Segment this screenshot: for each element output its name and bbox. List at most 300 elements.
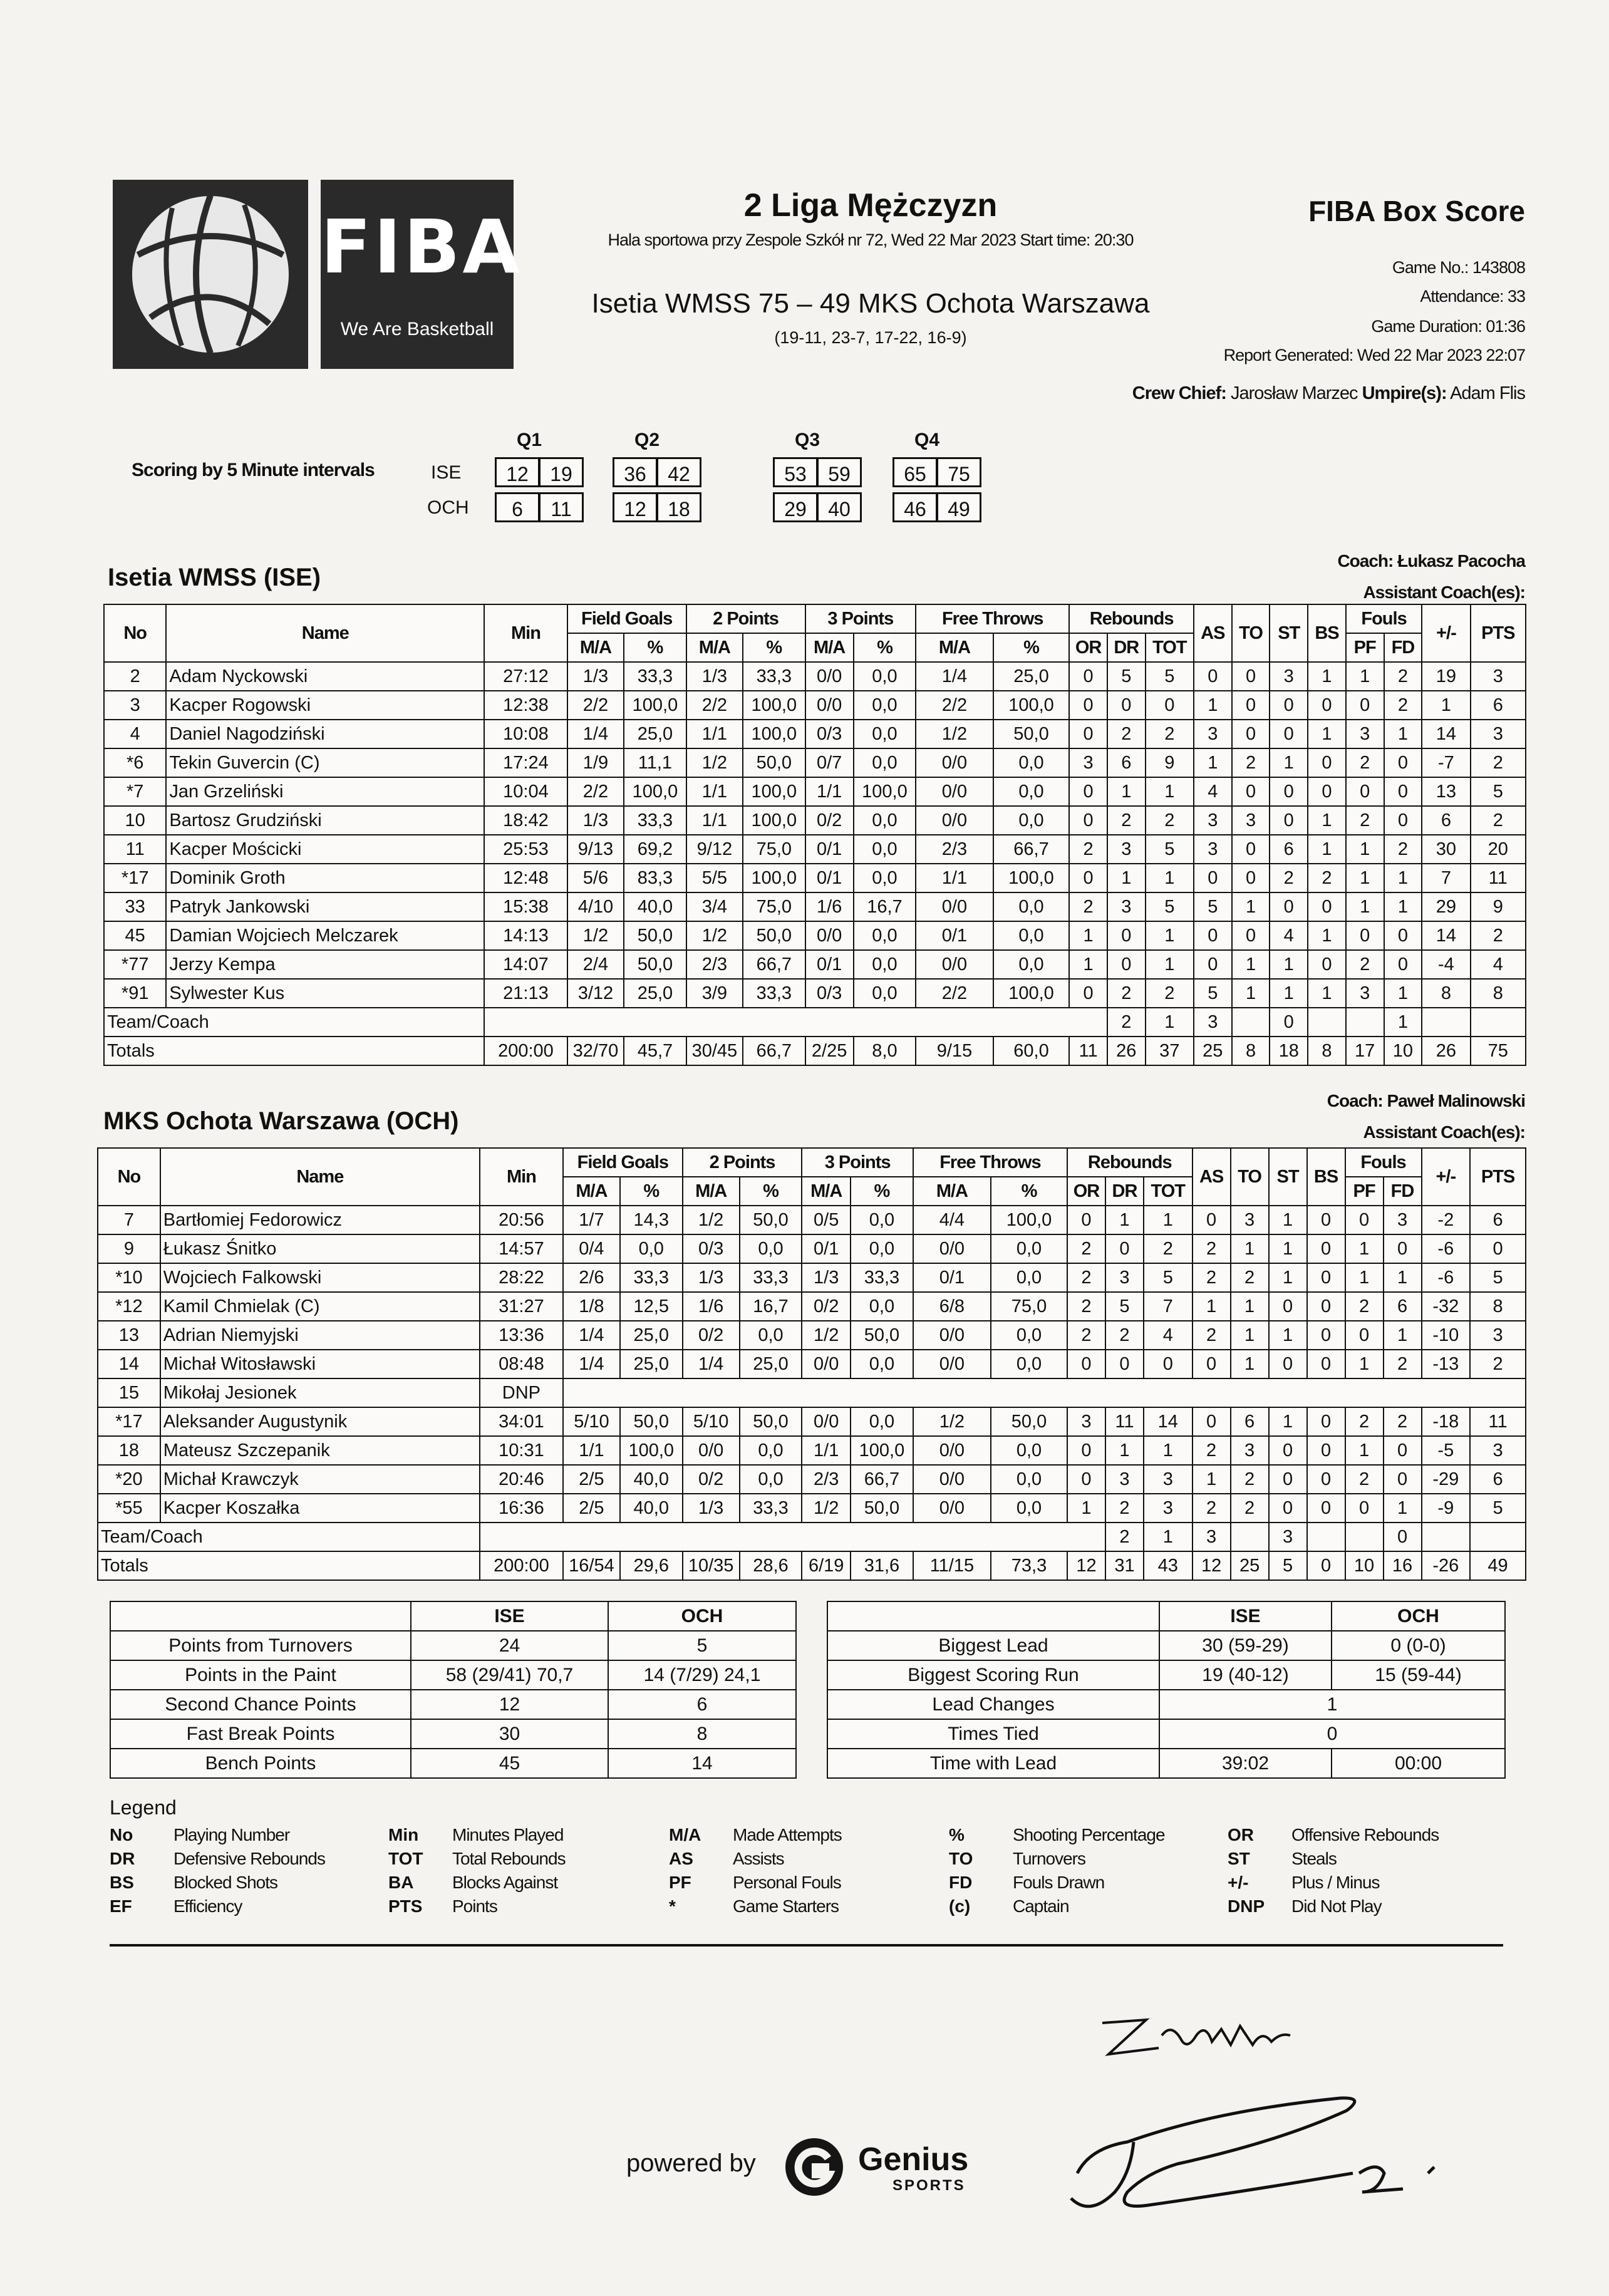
stat-cell: 0 bbox=[1384, 748, 1422, 777]
stat-cell: 5 bbox=[1194, 979, 1232, 1008]
player-row bbox=[104, 921, 1526, 950]
stat-cell: 10:31 bbox=[480, 1436, 563, 1465]
stat-cell: 16,7 bbox=[740, 1292, 802, 1321]
stat-cell: 2 bbox=[1384, 1350, 1422, 1378]
stat-cell: 3 bbox=[1105, 1465, 1144, 1494]
fiba-wordmark-block bbox=[321, 180, 522, 369]
legend-abbreviation: No bbox=[110, 1825, 133, 1844]
stat-cell: 2 bbox=[1146, 806, 1194, 835]
stat-cell: 1/3 bbox=[683, 1263, 740, 1292]
stat-cell: 2 bbox=[1470, 1350, 1526, 1378]
stat-cell: 6 bbox=[1471, 691, 1526, 720]
stat-cell: 0 bbox=[1307, 1436, 1345, 1465]
player-row bbox=[104, 806, 1526, 835]
stat-cell: 0/5 bbox=[802, 1206, 851, 1234]
player-name: Adam Nyckowski bbox=[166, 662, 484, 691]
legend bbox=[110, 1796, 1506, 1819]
stat-cell: 0,0 bbox=[991, 1436, 1067, 1465]
stat-cell: 1 bbox=[1345, 1436, 1384, 1465]
stat-cell: 33,3 bbox=[624, 806, 686, 835]
stat-cell: 11,1 bbox=[624, 748, 686, 777]
summary-header-row bbox=[110, 1601, 796, 1631]
summary-row bbox=[827, 1631, 1505, 1660]
col-header-blocks: BS bbox=[1307, 1148, 1345, 1206]
col-subheader-ma: M/A bbox=[913, 1177, 991, 1206]
legend-description: Shooting Percentage bbox=[1013, 1825, 1165, 1844]
stat-cell: -4 bbox=[1422, 950, 1470, 979]
stat-cell: 0 bbox=[1107, 950, 1146, 979]
stat-cell: 1/1 bbox=[805, 777, 854, 806]
player-name: Dominik Groth bbox=[166, 864, 484, 892]
stat-cell: 1 bbox=[1308, 835, 1346, 864]
stat-cell: 1/1 bbox=[686, 777, 743, 806]
stat-cell: 1/3 bbox=[686, 662, 743, 691]
interval-score-cell: 18 bbox=[656, 492, 701, 522]
col-header-steals: ST bbox=[1270, 604, 1308, 662]
summary-team-header: OCH bbox=[1332, 1601, 1505, 1631]
scoring-intervals-label: Scoring by 5 Minute intervals bbox=[132, 460, 375, 480]
team-stat-cell bbox=[1422, 1008, 1470, 1037]
away-team-title: MKS Ochota Warszawa (OCH) bbox=[103, 1107, 459, 1135]
stat-cell: 2 bbox=[1067, 1292, 1105, 1321]
col-header-turnovers: TO bbox=[1232, 604, 1270, 662]
stat-cell: 5 bbox=[1146, 662, 1194, 691]
totals-row bbox=[104, 1037, 1526, 1065]
stat-cell: 50,0 bbox=[851, 1494, 913, 1523]
stat-cell: 0,0 bbox=[620, 1234, 683, 1263]
total-stat-cell: 31 bbox=[1105, 1551, 1144, 1580]
legend-description: Steals bbox=[1291, 1849, 1337, 1868]
total-stat-cell: 49 bbox=[1470, 1551, 1526, 1580]
player-name: Michał Krawczyk bbox=[160, 1465, 480, 1494]
col-subheader-ma: M/A bbox=[683, 1177, 740, 1206]
player-row bbox=[104, 720, 1526, 748]
stat-cell: 0,0 bbox=[740, 1234, 802, 1263]
stat-cell: 10:08 bbox=[484, 720, 567, 748]
stat-cell: 50,0 bbox=[740, 1407, 802, 1436]
col-subheader-pct: % bbox=[740, 1177, 802, 1206]
stat-cell: 1 bbox=[1269, 1407, 1307, 1436]
stat-cell: 1 bbox=[1308, 806, 1346, 835]
stat-cell: 2/2 bbox=[567, 777, 624, 806]
player-number: *12 bbox=[98, 1292, 160, 1321]
legend-abbreviation: Min bbox=[388, 1825, 419, 1844]
stat-cell: 2 bbox=[1105, 1321, 1144, 1350]
col-subheader-fd: FD bbox=[1384, 1177, 1422, 1206]
stat-cell: 0/0 bbox=[805, 691, 854, 720]
stat-cell: 2 bbox=[1107, 806, 1146, 835]
stat-cell: 33,3 bbox=[743, 662, 805, 691]
stat-cell: 40,0 bbox=[620, 1465, 683, 1494]
team-stat-cell: 1 bbox=[1144, 1523, 1193, 1551]
stat-cell: 0 bbox=[1307, 1263, 1345, 1292]
stat-cell: 1 bbox=[1193, 1292, 1231, 1321]
stat-cell: 50,0 bbox=[624, 950, 686, 979]
summary-label: Biggest Scoring Run bbox=[827, 1660, 1159, 1690]
col-subheader-pct: % bbox=[624, 633, 686, 662]
stat-cell: 1 bbox=[1308, 921, 1346, 950]
stat-cell: 5 bbox=[1107, 662, 1146, 691]
stat-cell: 1/4 bbox=[563, 1321, 620, 1350]
stat-cell: 0/0 bbox=[913, 1436, 991, 1465]
player-name: Wojciech Falkowski bbox=[160, 1263, 480, 1292]
stat-cell: 0 bbox=[1232, 720, 1270, 748]
stat-cell: -13 bbox=[1422, 1350, 1471, 1378]
fiba-tagline: We Are Basketball bbox=[340, 319, 494, 339]
player-number: *17 bbox=[104, 864, 166, 892]
stat-cell: 0 bbox=[1069, 777, 1107, 806]
team-code: ISE bbox=[431, 462, 462, 483]
stat-cell: 0 bbox=[1107, 691, 1146, 720]
total-stat-cell: 29,6 bbox=[620, 1551, 683, 1580]
total-stat-cell: 16 bbox=[1384, 1551, 1422, 1580]
stat-cell: 3 bbox=[1471, 720, 1526, 748]
stat-cell: 2 bbox=[1471, 748, 1526, 777]
genius-sports-logo-icon bbox=[783, 2136, 846, 2198]
stat-cell: 18:42 bbox=[484, 806, 567, 835]
stat-cell: 2 bbox=[1231, 1494, 1269, 1523]
stat-cell: 1 bbox=[1107, 864, 1146, 892]
stat-cell: 0,0 bbox=[993, 806, 1069, 835]
stat-cell: 0 bbox=[1107, 921, 1146, 950]
stat-cell: 0,0 bbox=[854, 921, 916, 950]
stat-cell: 15:38 bbox=[484, 892, 567, 921]
stat-cell: 5/6 bbox=[567, 864, 624, 892]
col-header-3-points: 3 Points bbox=[805, 604, 916, 633]
stat-cell: 0,0 bbox=[740, 1465, 802, 1494]
stat-cell: 3 bbox=[1346, 720, 1384, 748]
stat-cell: 100,0 bbox=[854, 777, 916, 806]
interval-score-cell: 49 bbox=[936, 492, 981, 522]
stat-cell: 0 bbox=[1308, 950, 1346, 979]
stat-cell: 1 bbox=[1193, 1465, 1231, 1494]
team-stat-cell bbox=[1470, 1523, 1526, 1551]
interval-score-cell: 75 bbox=[936, 457, 981, 487]
col-header-minutes: Min bbox=[484, 604, 567, 662]
stat-cell: 2 bbox=[1384, 1407, 1422, 1436]
stat-cell: 5/10 bbox=[563, 1407, 620, 1436]
col-subheader-ma: M/A bbox=[802, 1177, 851, 1206]
stat-cell: 3/12 bbox=[567, 979, 624, 1008]
stat-cell: 0 bbox=[1144, 1350, 1193, 1378]
team-coach-label: Team/Coach bbox=[98, 1523, 480, 1551]
total-stat-cell: 17 bbox=[1346, 1037, 1384, 1065]
stat-cell: 2/3 bbox=[802, 1465, 851, 1494]
col-header-minutes: Min bbox=[480, 1148, 563, 1206]
stat-cell: 1 bbox=[1346, 892, 1384, 921]
stat-cell: 25,0 bbox=[740, 1350, 802, 1378]
stat-cell: 3 bbox=[1194, 835, 1232, 864]
col-header-name: Name bbox=[166, 604, 484, 662]
team-stat-cell: 2 bbox=[1107, 1008, 1146, 1037]
player-number: 11 bbox=[104, 835, 166, 864]
stat-cell: 0/0 bbox=[916, 950, 993, 979]
stat-cell: 0,0 bbox=[993, 777, 1069, 806]
stat-cell: 2 bbox=[1471, 806, 1526, 835]
stat-cell: 13 bbox=[1422, 777, 1470, 806]
player-name: Tekin Guvercin (C) bbox=[166, 748, 484, 777]
stat-cell: 1 bbox=[1346, 835, 1384, 864]
stat-cell: 0 bbox=[1346, 777, 1384, 806]
col-subheader-pct: % bbox=[854, 633, 916, 662]
legend-description: Game Starters bbox=[733, 1896, 839, 1916]
fiba-wordmark: FIBA bbox=[321, 204, 522, 290]
stat-cell: 100,0 bbox=[743, 720, 805, 748]
total-stat-cell: 43 bbox=[1144, 1551, 1193, 1580]
stat-cell: 2 bbox=[1193, 1321, 1231, 1350]
stat-cell: 0 bbox=[1307, 1234, 1345, 1263]
game-number: Game No.: 143808 bbox=[1392, 258, 1525, 277]
col-header-field-goals: Field Goals bbox=[563, 1148, 683, 1177]
col-header-name: Name bbox=[160, 1148, 480, 1206]
summary-header-row bbox=[827, 1601, 1505, 1631]
summary-team-header: ISE bbox=[411, 1601, 608, 1631]
summary-label: Points in the Paint bbox=[110, 1660, 411, 1690]
stat-cell: 0 bbox=[1069, 720, 1107, 748]
legend-abbreviation: EF bbox=[110, 1896, 132, 1916]
team-coach-blank bbox=[480, 1523, 1105, 1551]
team-stat-cell bbox=[1346, 1008, 1384, 1037]
col-subheader-tot: TOT bbox=[1144, 1177, 1193, 1206]
report-title: FIBA Box Score bbox=[1308, 195, 1525, 227]
stat-cell: 0 bbox=[1307, 1206, 1345, 1234]
stat-cell: 1 bbox=[1269, 1206, 1307, 1234]
stat-cell: 2/4 bbox=[567, 950, 624, 979]
stat-cell: 0,0 bbox=[993, 748, 1069, 777]
stat-cell: 0 bbox=[1384, 806, 1422, 835]
stat-cell: 25:53 bbox=[484, 835, 567, 864]
player-row bbox=[98, 1407, 1526, 1436]
stat-cell: 3 bbox=[1471, 662, 1526, 691]
stat-cell: 0 bbox=[1269, 1292, 1307, 1321]
stat-cell: -10 bbox=[1422, 1321, 1471, 1350]
interval-score-cell: 65 bbox=[892, 457, 938, 487]
umpire-label: Umpire(s): bbox=[1362, 383, 1447, 403]
team-code: OCH bbox=[427, 497, 469, 518]
total-stat-cell: 25 bbox=[1231, 1551, 1269, 1580]
player-number: 10 bbox=[104, 806, 166, 835]
player-number: 3 bbox=[104, 691, 166, 720]
total-stat-cell: 12 bbox=[1067, 1551, 1105, 1580]
col-subheader-pf: PF bbox=[1346, 633, 1384, 662]
stat-cell: 1/3 bbox=[567, 806, 624, 835]
total-stat-cell: 5 bbox=[1269, 1551, 1307, 1580]
stat-cell: 0 bbox=[1105, 1234, 1144, 1263]
stat-cell: -6 bbox=[1422, 1263, 1471, 1292]
stat-cell: 2 bbox=[1231, 1465, 1269, 1494]
stat-cell: 14 bbox=[1422, 921, 1470, 950]
stat-cell: 2 bbox=[1105, 1494, 1144, 1523]
stat-cell: 1/6 bbox=[805, 892, 854, 921]
stat-cell: 2 bbox=[1345, 1465, 1384, 1494]
stat-cell: 0/3 bbox=[805, 979, 854, 1008]
legend-description: Playing Number bbox=[173, 1825, 290, 1844]
player-row bbox=[98, 1234, 1526, 1263]
legend-description: Assists bbox=[733, 1849, 784, 1868]
stat-cell: 14:07 bbox=[484, 950, 567, 979]
stat-cell: 5 bbox=[1470, 1263, 1526, 1292]
legend-description: Points bbox=[452, 1896, 497, 1916]
stat-cell: 0 bbox=[1194, 950, 1232, 979]
stat-cell: 3 bbox=[1194, 720, 1232, 748]
col-header-rebounds: Rebounds bbox=[1069, 604, 1194, 633]
stat-cell: 0 bbox=[1146, 691, 1194, 720]
stat-cell: 0 bbox=[1269, 1350, 1307, 1378]
stat-cell: 17:24 bbox=[484, 748, 567, 777]
player-number: 9 bbox=[98, 1234, 160, 1263]
stat-cell: 100,0 bbox=[743, 864, 805, 892]
stat-cell: 0 bbox=[1307, 1465, 1345, 1494]
stat-cell: 0/1 bbox=[805, 950, 854, 979]
stat-cell: 50,0 bbox=[624, 921, 686, 950]
total-stat-cell: 2/25 bbox=[805, 1037, 854, 1065]
player-row bbox=[98, 1378, 1526, 1407]
player-number: 7 bbox=[98, 1206, 160, 1234]
total-stat-cell: 25 bbox=[1194, 1037, 1232, 1065]
player-number: *17 bbox=[98, 1407, 160, 1436]
stat-cell: -2 bbox=[1422, 1206, 1471, 1234]
player-row bbox=[104, 950, 1526, 979]
stat-cell: 75,0 bbox=[991, 1292, 1067, 1321]
summary-value: 12 bbox=[411, 1690, 608, 1719]
stat-cell: 14,3 bbox=[620, 1206, 683, 1234]
total-stat-cell: 28,6 bbox=[740, 1551, 802, 1580]
stat-cell: 2 bbox=[1144, 1234, 1193, 1263]
player-name: Kacper Koszałka bbox=[160, 1494, 480, 1523]
game-flow-summary-table bbox=[827, 1601, 1506, 1779]
stat-cell: 6 bbox=[1470, 1206, 1526, 1234]
total-stat-cell: 0 bbox=[1307, 1551, 1345, 1580]
stat-cell: 2 bbox=[1067, 1234, 1105, 1263]
stat-cell: 3 bbox=[1270, 662, 1308, 691]
player-number: 4 bbox=[104, 720, 166, 748]
stat-cell: 0 bbox=[1346, 921, 1384, 950]
stat-cell: 25,0 bbox=[620, 1321, 683, 1350]
legend-description: Total Rebounds bbox=[452, 1849, 566, 1868]
legend-abbreviation: % bbox=[949, 1825, 965, 1844]
stat-cell: 1 bbox=[1194, 748, 1232, 777]
total-stat-cell: 26 bbox=[1107, 1037, 1146, 1065]
stat-cell: 5/10 bbox=[683, 1407, 740, 1436]
stat-cell: 100,0 bbox=[743, 777, 805, 806]
stat-cell: 9 bbox=[1146, 748, 1194, 777]
stat-cell: 5/5 bbox=[686, 864, 743, 892]
stat-cell: 1 bbox=[1144, 1206, 1193, 1234]
stat-cell: 1/2 bbox=[916, 720, 993, 748]
stat-cell: 1/1 bbox=[686, 720, 743, 748]
total-stat-cell: 75 bbox=[1471, 1037, 1526, 1065]
player-row bbox=[104, 864, 1526, 892]
summary-row bbox=[110, 1690, 796, 1719]
stat-cell: 0 bbox=[1270, 777, 1308, 806]
stat-cell: 21:13 bbox=[484, 979, 567, 1008]
stat-cell: 3/9 bbox=[686, 979, 743, 1008]
col-header-blocks: BS bbox=[1308, 604, 1346, 662]
stat-cell: 33,3 bbox=[743, 979, 805, 1008]
total-stat-cell: 200:00 bbox=[484, 1037, 567, 1065]
stat-cell: 2 bbox=[1308, 864, 1346, 892]
summary-label: Time with Lead bbox=[827, 1749, 1159, 1778]
col-subheader-pf: PF bbox=[1345, 1177, 1384, 1206]
col-subheader-ma: M/A bbox=[563, 1177, 620, 1206]
header-row-groups bbox=[104, 604, 1526, 633]
home-box-score-table bbox=[103, 604, 1526, 1066]
stat-cell: 11 bbox=[1105, 1407, 1144, 1436]
stat-cell: 10:04 bbox=[484, 777, 567, 806]
stat-cell: 3 bbox=[1144, 1465, 1193, 1494]
interval-score-cell: 11 bbox=[539, 492, 584, 522]
col-subheader-ma: M/A bbox=[567, 633, 624, 662]
player-number: *7 bbox=[104, 777, 166, 806]
stat-cell: 1/1 bbox=[563, 1436, 620, 1465]
stat-cell: 1/2 bbox=[683, 1206, 740, 1234]
stat-cell: 66,7 bbox=[743, 950, 805, 979]
team-stat-cell bbox=[1232, 1008, 1270, 1037]
summary-label: Biggest Lead bbox=[827, 1631, 1159, 1660]
stat-cell: 69,2 bbox=[624, 835, 686, 864]
stat-cell: 0/0 bbox=[802, 1350, 851, 1378]
stat-cell: 0 bbox=[1345, 1494, 1384, 1523]
stat-cell: 0,0 bbox=[854, 720, 916, 748]
legend-description: Made Attempts bbox=[733, 1825, 842, 1844]
stat-cell: 29 bbox=[1422, 892, 1470, 921]
stat-cell: 0/0 bbox=[916, 806, 993, 835]
total-stat-cell: 60,0 bbox=[993, 1037, 1069, 1065]
stat-cell: 1 bbox=[1270, 979, 1308, 1008]
stat-cell: 3 bbox=[1231, 1436, 1269, 1465]
stat-cell: 2/2 bbox=[567, 691, 624, 720]
team-stat-cell: 0 bbox=[1384, 1523, 1422, 1551]
col-header-assists: AS bbox=[1193, 1148, 1231, 1206]
total-stat-cell: 11/15 bbox=[913, 1551, 991, 1580]
stat-cell: 14 bbox=[1422, 720, 1470, 748]
summary-row bbox=[827, 1749, 1505, 1778]
col-header-fouls: Fouls bbox=[1345, 1148, 1422, 1177]
stat-cell: 0/4 bbox=[563, 1234, 620, 1263]
stat-cell: 3 bbox=[1107, 835, 1146, 864]
summary-label: Points from Turnovers bbox=[110, 1631, 411, 1660]
quarter-label: Q1 bbox=[517, 430, 542, 450]
stat-cell: 6 bbox=[1107, 748, 1146, 777]
stat-cell: 12,5 bbox=[620, 1292, 683, 1321]
col-subheader-pct: % bbox=[851, 1177, 913, 1206]
stat-cell: 20:56 bbox=[480, 1206, 563, 1234]
player-name: Aleksander Augustynik bbox=[160, 1407, 480, 1436]
stat-cell: 0 bbox=[1193, 1407, 1231, 1436]
stat-cell: 1/7 bbox=[563, 1206, 620, 1234]
stat-cell: 6 bbox=[1231, 1407, 1269, 1436]
stat-cell: 50,0 bbox=[620, 1407, 683, 1436]
player-row bbox=[104, 748, 1526, 777]
stat-cell: -18 bbox=[1422, 1407, 1471, 1436]
legend-title: Legend bbox=[110, 1796, 177, 1819]
stat-cell: 0 bbox=[1105, 1350, 1144, 1378]
col-header-fouls: Fouls bbox=[1346, 604, 1422, 633]
legend-description: Fouls Drawn bbox=[1013, 1873, 1105, 1892]
stat-cell: 0 bbox=[1307, 1292, 1345, 1321]
stat-cell: 0,0 bbox=[991, 1494, 1067, 1523]
stat-cell: 0 bbox=[1384, 1465, 1422, 1494]
stat-cell: 0/1 bbox=[805, 864, 854, 892]
stat-cell: 08:48 bbox=[480, 1350, 563, 1378]
player-row bbox=[98, 1321, 1526, 1350]
summary-value: 5 bbox=[608, 1631, 796, 1660]
col-header-points: PTS bbox=[1471, 604, 1526, 662]
player-name: Patryk Jankowski bbox=[166, 892, 484, 921]
stat-cell: 1/2 bbox=[567, 921, 624, 950]
player-name: Kacper Rogowski bbox=[166, 691, 484, 720]
stat-cell: 1 bbox=[1146, 950, 1194, 979]
